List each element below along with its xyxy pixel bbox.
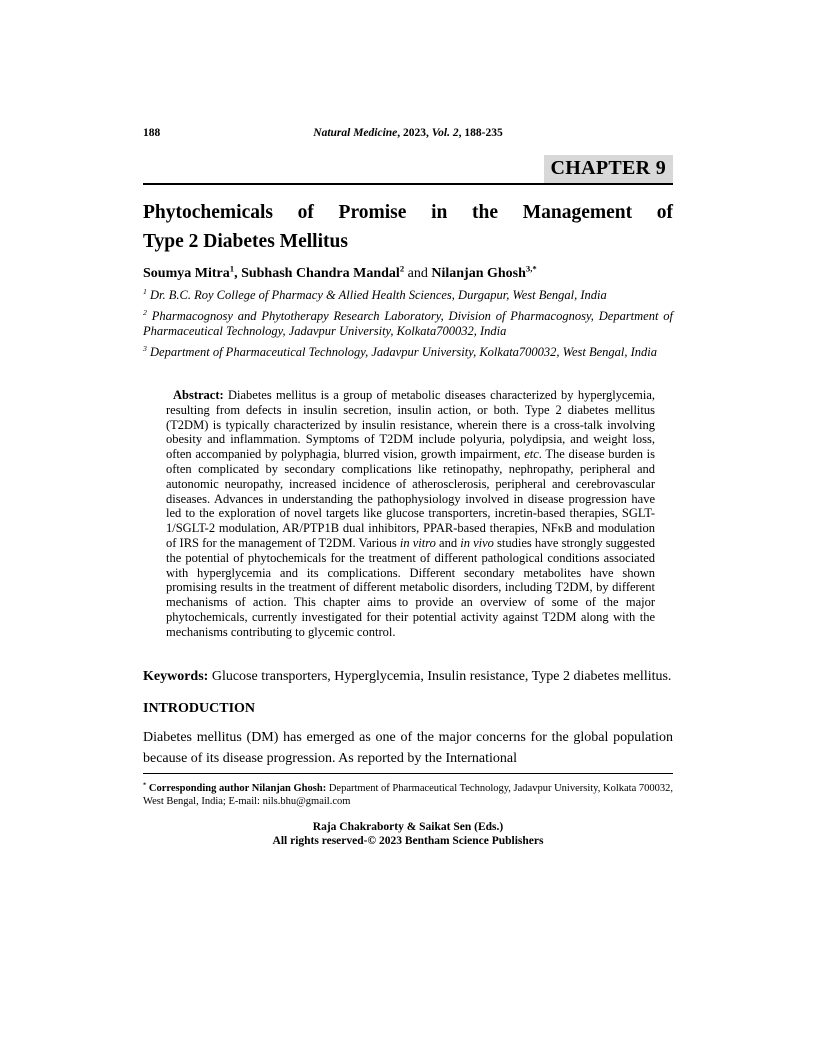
chapter-title [143,198,673,256]
chapter-label: CHAPTER 9 [544,155,673,183]
keywords-paragraph: Keywords: Glucose transporters, Hyperglycemia, Insulin resistance, Type 2 diabetes mellitus. [143,668,672,684]
chapter-title-line-2: Type 2 Diabetes Mellitus [143,231,348,252]
footnote-separator [143,773,673,774]
page-content [143,0,673,848]
introduction-paragraph: Diabetes mellitus (DM) has emerged as one of the major concerns for the global population because of its disease progression. As reported by the International [143,729,673,766]
affiliation-3: $^3$ Department of Pharmaceutical Technology, Jadavpur University, Kolkata700032, West Bengal, India [143,343,657,359]
journal-citation: Natural Medicine, 2023, Vol. 2, 188-235 [313,127,503,139]
abstract-paragraph: Abstract: Diabetes mellitus is a group of metabolic diseases characterized by hyperglycemia, resulting from defects in insulin secretion, insulin action, or both. Type 2 diabetes mellitus (T2DM) is typically characterized by insulin resistance, wherein there is a cross-talk involving obesity and inflammation. Symptoms of T2DM include polyuria, polydipsia, and weight loss, often accompanied by polyphagia, blurred vision, growth impairment, etc. The disease burden is often complicated by secondary complications like retinopathy, nephropathy, peripheral and autonomic neuropathy, increased incidence of atherosclerosis, peripheral and cerebrovascular diseases. Advances in understanding the pathophysiology involved in disease progression have led to the exploration of novel targets like glucose transporters, incretin-based therapies, SGLT-1/SGLT-2 modulation, AR/PTP1B dual inhibitors, PPAR-based therapies, NFκB and modulation of IRS for the management of T2DM. Various in vitro and in vivo studies have strongly suggested the potential of phytochemicals for the treatment of different pathological conditions associated with hyperglycemia and its complications. Different secondary metabolites have shown promising results in the treatment of different metabolic disorders, including T2DM, by different mechanisms of action. This chapter aims to provide an overview of some of the major phytochemicals, currently investigated for their potential activity against T2DM along with the mechanisms contributing to glycemic control. [166,388,655,639]
introduction-heading: INTRODUCTION [143,700,256,716]
author-list: Soumya Mitra$^1$, Subhash Chandra Mandal$^2$ and Nilanjan Ghosh$^{3,*}$ [143,263,537,281]
affiliation-1: $^1$ Dr. B.C. Roy College of Pharmacy & Allied Health Sciences, Durgapur, West Bengal, India [143,286,607,302]
running-header [143,127,673,142]
editors-line: Raja Chakraborty & Saikat Sen (Eds.) [312,820,504,833]
rights-line: All rights reserved-© 2023 Bentham Science Publishers [272,834,544,847]
corresponding-author-footnote: * Corresponding author Nilanjan Ghosh: Department of Pharmaceutical Technology, Jadavpur University, Kolkata 700032, West Bengal, India; E-mail: nils.bhu@gmail.com [143,781,673,808]
publisher-footer [143,820,673,848]
affiliation-2: $^2$ Pharmacognosy and Phytotherapy Research Laboratory, Division of Pharmacognosy, Department of Pharmaceutical Technology, Jadavpur University, Kolkata700032, India [143,307,673,338]
page-number: 188 [143,127,161,139]
chapter-banner-row [143,155,673,185]
chapter-title-line-1: Phytochemicals of Promise in the Management of [143,202,673,223]
